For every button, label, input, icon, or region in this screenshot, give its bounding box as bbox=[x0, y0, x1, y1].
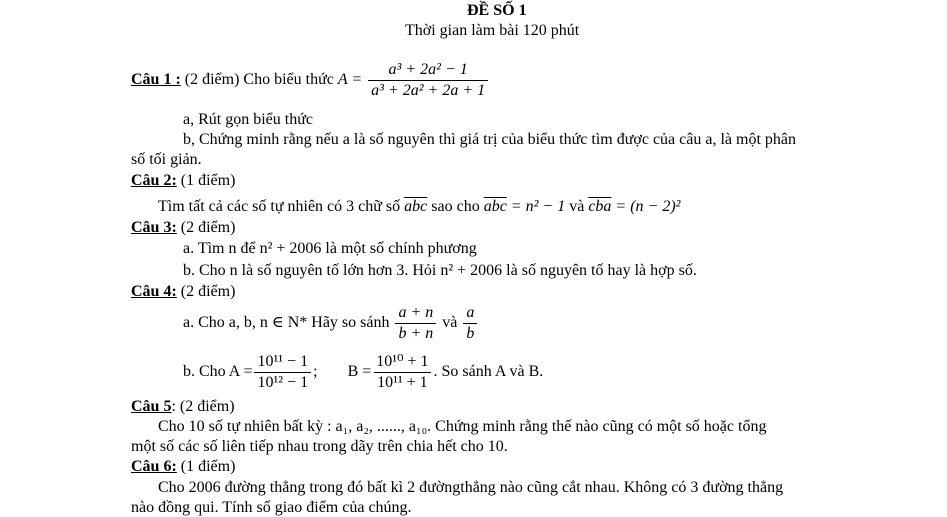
question-3-label: Câu 3: bbox=[131, 219, 177, 236]
question-2-header bbox=[131, 172, 235, 190]
question-4-part-b bbox=[183, 352, 543, 392]
q2-text-3: và bbox=[565, 198, 589, 215]
question-1-part-b-line1: b, Chứng minh rằng nếu a là số nguyên thì giá trị của biểu thức tìm được của câu a, là một phân bbox=[183, 131, 796, 148]
question-3-header bbox=[131, 219, 235, 237]
q4b-separator: ; bbox=[313, 363, 318, 380]
document-title: ĐỀ SỐ 1 bbox=[467, 2, 527, 19]
q1-expr-lhs: A = bbox=[337, 71, 363, 88]
question-6-line1: Cho 2006 đường thẳng trong đó bất kì 2 đườngthẳng nào cũng cắt nhau. Không có 3 đường thẳng bbox=[158, 479, 784, 496]
q4b-fraction-a-numerator: 10¹¹ − 1 bbox=[257, 352, 309, 370]
question-4-label: Câu 4: bbox=[131, 283, 177, 300]
q4b-fraction-a bbox=[254, 353, 311, 392]
document-subtitle: Thời gian làm bài 120 phút bbox=[405, 22, 580, 39]
question-3-part-b: b. Cho n là số nguyên tố lớn hơn 3. Hỏi n² + 2006 là số nguyên tố hay là hợp số. bbox=[183, 262, 697, 279]
question-5-line1: Cho 10 số tự nhiên bất kỳ : a₁, a₂, ......, a₁₀. Chứng minh rằng thế nào cũng có một số hoặc tổng bbox=[158, 418, 767, 435]
question-4-part-a bbox=[183, 303, 479, 343]
q4a-fraction-2 bbox=[463, 304, 477, 343]
q4a-fraction-1-denominator: b + n bbox=[395, 323, 436, 343]
q2-abc-2: $\overline{abc}$ bbox=[483, 198, 507, 215]
question-1-part-a: a, Rút gọn biểu thức bbox=[183, 111, 313, 128]
question-2-text bbox=[158, 198, 680, 216]
question-2-label: Câu 2: bbox=[131, 172, 177, 189]
q1-fraction-denominator: a³ + 2a² + 2a + 1 bbox=[368, 80, 488, 100]
question-5-line2: một số các số liên tiếp nhau trong dãy trên chia hết cho 10. bbox=[131, 438, 508, 455]
q4b-fraction-b bbox=[373, 353, 431, 392]
question-4-points: (2 điểm) bbox=[176, 283, 236, 300]
q4b-fraction-b-numerator: 10¹⁰ + 1 bbox=[376, 352, 429, 370]
q2-eq1-rhs: = n² − 1 bbox=[506, 198, 566, 215]
question-5-header bbox=[131, 398, 235, 416]
question-2-points: (1 điểm) bbox=[176, 172, 236, 189]
question-1-part-b-line2: số tối giản. bbox=[131, 151, 202, 168]
q2-text-2: sao cho bbox=[427, 198, 484, 215]
q1-fraction bbox=[368, 61, 488, 100]
q4a-fraction-2-numerator: a bbox=[466, 303, 475, 321]
question-6-line2: nào đồng qui. Tính số giao điểm của chúng. bbox=[131, 499, 412, 516]
question-5-label: Câu 5 bbox=[131, 398, 172, 415]
question-1-label: Câu 1 : bbox=[131, 71, 181, 88]
question-6-points: (1 điểm) bbox=[176, 458, 236, 475]
question-4-header bbox=[131, 283, 235, 301]
q4a-fraction-1 bbox=[395, 304, 436, 343]
question-6-label: Câu 6: bbox=[131, 458, 177, 475]
q4a-text-2: và bbox=[438, 314, 462, 331]
q4b-fraction-a-denominator: 10¹² − 1 bbox=[254, 372, 311, 392]
q4a-text-1: a. Cho a, b, n ∈ N* Hãy so sánh bbox=[183, 314, 394, 331]
question-6-header bbox=[131, 458, 235, 476]
q1-fraction-numerator: a³ + 2a² − 1 bbox=[388, 60, 468, 78]
q2-text-1: Tìm tất cả các số tự nhiên có 3 chữ số bbox=[158, 198, 405, 215]
question-1-points: (2 điểm) Cho biểu thức bbox=[180, 71, 338, 88]
q2-eq2-rhs: = (n − 2)² bbox=[611, 198, 681, 215]
question-3-part-a: a. Tìm n để n² + 2006 là một số chính phương bbox=[183, 240, 477, 257]
q4a-fraction-2-denominator: b bbox=[463, 323, 477, 343]
q4a-fraction-1-numerator: a + n bbox=[398, 303, 434, 321]
q4b-text-3: . So sánh A và B. bbox=[433, 363, 544, 380]
q4b-fraction-b-denominator: 10¹¹ + 1 bbox=[374, 372, 431, 392]
q4b-text-1: b. Cho A = bbox=[183, 363, 253, 380]
q2-abc-1: $\overline{abc}$ bbox=[404, 198, 428, 215]
question-5-points: : (2 điểm) bbox=[171, 398, 235, 415]
q2-cba: $\overline{cba}$ bbox=[588, 198, 612, 215]
q4b-text-2: B = bbox=[347, 363, 372, 380]
question-3-points: (2 điểm) bbox=[176, 219, 236, 236]
question-1-line bbox=[131, 60, 490, 100]
